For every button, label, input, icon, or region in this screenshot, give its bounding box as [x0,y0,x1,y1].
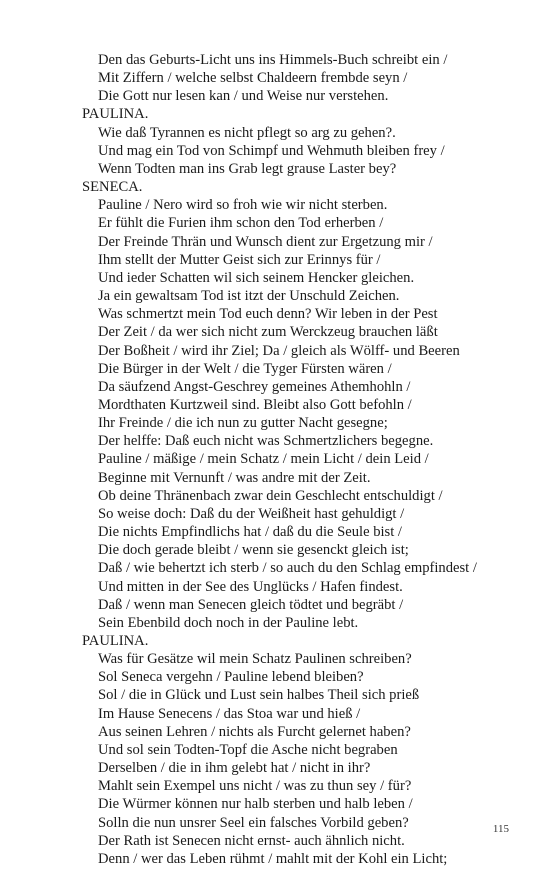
verse-line: Ihm stellt der Mutter Geist sich zur Erinnys für / [98,251,381,268]
verse-line: Der Boßheit / wird ihr Ziel; Da / gleich als Wölff- und Beeren [98,342,460,359]
verse-line: Pauline / mäßige / mein Schatz / mein Licht / dein Leid / [98,451,429,468]
verse-line: Im Hause Senecens / das Stoa war und hieß / [98,705,361,722]
verse-line: Die doch gerade bleibt / wenn sie gesenckt gleich ist; [98,542,409,559]
verse-line: Wie daß Tyrannen es nicht pflegt so arg zu gehen?. [98,124,396,141]
verse-line: Sol Seneca vergehn / Pauline lebend bleiben? [98,669,364,686]
verse-line: Wenn Todten man ins Grab legt grause Laster bey? [98,160,397,177]
verse-line: Sol / die in Glück und Lust sein halbes Theil sich prieß [98,687,420,704]
speaker-name: SENECA. [82,179,143,196]
verse-line: Aus seinen Lehren / nichts als Furcht gelernet haben? [98,723,411,740]
verse-line: Solln die nun unsrer Seel ein falsches Vorbild geben? [98,814,409,831]
speaker-name: PAULINA. [82,633,149,649]
verse-line: Was schmertzt mein Tod euch denn? Wir leben in der Pest [98,306,438,323]
verse-line: Ja ein gewaltsam Tod ist itzt der Unschuld Zeichen. [98,288,400,305]
verse-line: Daß / wenn man Senecen gleich tödtet und begräbt / [98,596,404,613]
verse-line: Der Zeit / da wer sich nicht zum Werckzeug brauchen läßt [98,324,438,341]
verse-text-block [82,51,522,868]
verse-line: Und ieder Schatten wil sich seinem Hencker gleichen. [98,269,415,286]
verse-line: Der Rath ist Senecen nicht ernst- auch ähnlich nicht. [98,832,405,849]
verse-line: Und mag ein Tod von Schimpf und Wehmuth bleiben frey / [98,142,445,159]
verse-line: Beginne mit Vernunft / was andre mit der Zeit. [98,469,371,486]
verse-line: Sein Ebenbild doch noch in der Pauline lebt. [98,614,359,631]
verse-line: Daß / wie behertzt ich sterb / so auch du den Schlag empfindest / [98,560,477,577]
verse-line: Die Gott nur lesen kan / und Weise nur verstehen. [98,88,389,105]
verse-line: So weise doch: Daß du der Weißheit hast gehuldigt / [98,505,405,522]
verse-line: Den das Geburts-Licht uns ins Himmels-Buch schreibt ein / [98,52,448,68]
verse-line: Was für Gesätze wil mein Schatz Paulinen schreiben? [98,651,412,668]
verse-line: Pauline / Nero wird so froh wie wir nicht sterben. [98,197,388,214]
verse-line: Er fühlt die Furien ihm schon den Tod erherben / [98,215,384,232]
verse-line: Da säufzend Angst-Geschrey gemeines Athemhohln / [98,378,411,395]
verse-line: Mahlt sein Exempel uns nicht / was zu thun sey / für? [98,778,412,795]
speaker-name: PAULINA. [82,106,149,123]
verse-line: Der helffe: Daß euch nicht was Schmertzlichers begegne. [98,433,434,450]
verse-line: Derselben / die in ihm gelebt hat / nicht in ihr? [98,760,371,777]
verse-line: Die Bürger in der Welt / die Tyger Fürsten wären / [98,360,392,377]
verse-line: Ob deine Thränenbach zwar dein Geschlecht entschuldigt / [98,487,443,504]
verse-line: Die Würmer können nur halb sterben und halb leben / [98,796,413,813]
verse-line: Mordthaten Kurtzweil sind. Bleibt also Gott befohln / [98,396,412,413]
verse-line: Der Freinde Thrän und Wunsch dient zur Ergetzung mir / [98,233,433,250]
verse-line: Denn / wer das Leben rühmt / mahlt mit der Kohl ein Licht; [98,850,448,867]
verse-line: Und mitten in der See des Unglücks / Hafen findest. [98,578,403,595]
verse-line: Mit Ziffern / welche selbst Chaldeern frembde seyn / [98,70,408,87]
verse-line: Ihr Freinde / die ich nun zu gutter Nacht gesegne; [98,415,388,432]
page-number: 115 [492,823,509,835]
verse-line: Und sol sein Todten-Topf die Asche nicht begraben [98,741,398,758]
verse-line: Die nichts Empfindlichs hat / daß du die Seule bist / [98,524,402,541]
